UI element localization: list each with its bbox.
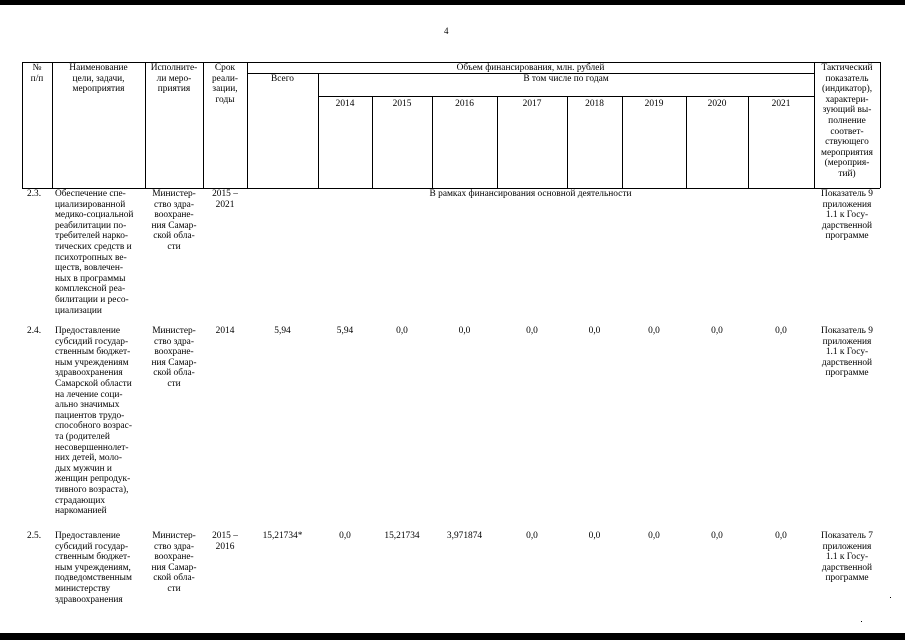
header-year: 2018 <box>585 99 604 109</box>
row-name: Предоставление субсидий государ- ственным бюджет- ным учреждениям здравоохранения Самарской области на лечение соци- ально значимых пациентов трудо- способного возрас- та (родителей несовершеннолет- них детей, моло- дых мужчин и женщин репродук- тивного возраста), страдающих наркоманией <box>55 326 132 517</box>
row-value: 0,0 <box>648 531 660 541</box>
header-year: 2014 <box>335 99 355 109</box>
row-value: 0,0 <box>711 531 723 541</box>
row-value: 15,21734 <box>384 531 420 541</box>
header-name: Наименование цели, задачи, мероприятия <box>69 63 128 95</box>
row-value: 0,0 <box>711 326 723 336</box>
row-term: 2015 – 2016 <box>212 531 238 552</box>
header-by-years: В том числе по годам <box>523 74 609 84</box>
header-year: 2016 <box>455 99 474 109</box>
row-term: 2014 <box>215 326 235 336</box>
row-funding-note: В рамках финансирования основной деятельности <box>429 189 632 199</box>
row-num: 2.3. <box>27 189 42 199</box>
row-value: 0,0 <box>526 326 538 336</box>
row-num: 2.5. <box>27 531 42 541</box>
row-executor: Министер- ство здра- воохране- ния Самар- ской обла- сти <box>151 189 197 252</box>
row-value: 0,0 <box>526 531 538 541</box>
top-border <box>0 0 905 5</box>
header-total: Всего <box>271 74 294 84</box>
header-indicator: Тактический показатель (индикатор), характери- зующий вы- полнение соответ- ствующего мероприятия (мероприя- тий) <box>821 63 873 179</box>
header-year: 2020 <box>707 99 727 109</box>
row-value: 0,0 <box>588 326 601 336</box>
header-year: 2017 <box>522 99 542 109</box>
row-indicator: Показатель 7 приложения 1.1 к Госу- дарственной программе <box>821 531 873 584</box>
row-value: 0,0 <box>648 326 660 336</box>
row-name: Предоставление субсидий государ- ственным бюджет- ным учреждениям, подведомственным министерству здравоохранения <box>55 531 132 605</box>
header-funding: Объем финансирования, млн. рублей <box>456 63 605 73</box>
row-value: 0,0 <box>339 531 351 541</box>
scan-speck <box>861 621 862 622</box>
row-executor: Министер- ство здра- воохране- ния Самар- ской обла- сти <box>151 531 197 594</box>
row-indicator: Показатель 9 приложения 1.1 к Госу- дарственной программе <box>821 326 873 379</box>
row-value: 0,0 <box>588 531 601 541</box>
row-indicator: Показатель 9 приложения 1.1 к Госу- дарственной программе <box>821 189 873 242</box>
row-num: 2.4. <box>27 326 42 336</box>
row-value: 0,0 <box>775 326 787 336</box>
row-total: 5,94 <box>274 326 291 336</box>
header-year: 2019 <box>644 99 664 109</box>
page-number: 4 <box>444 26 449 36</box>
scan-speck <box>890 597 891 598</box>
row-executor: Министер- ство здра- воохране- ния Самар- ской обла- сти <box>151 326 197 389</box>
row-value: 3,971874 <box>446 531 483 541</box>
bottom-border <box>0 633 905 640</box>
header-year: 2021 <box>771 99 791 109</box>
row-term: 2015 – 2021 <box>212 189 238 210</box>
header-num: № п/п <box>30 63 44 84</box>
row-value: 5,94 <box>336 326 354 336</box>
row-value: 0,0 <box>775 531 787 541</box>
header-year: 2015 <box>392 99 412 109</box>
header-term: Срок реали- зации, годы <box>211 63 239 105</box>
header-executor: Исполните- ли меро- приятия <box>150 63 198 95</box>
row-value: 0,0 <box>458 326 471 336</box>
row-name: Обеспечение спе- циализированной медико-социальной реабилитации по- требителей нарко- тических средств и психотропных ве- ществ, вовлечен- ных в программы комплексной реа- билитации и ресо- циализации <box>55 189 134 316</box>
row-value: 0,0 <box>396 326 408 336</box>
row-total: 15,21734* <box>262 531 303 541</box>
